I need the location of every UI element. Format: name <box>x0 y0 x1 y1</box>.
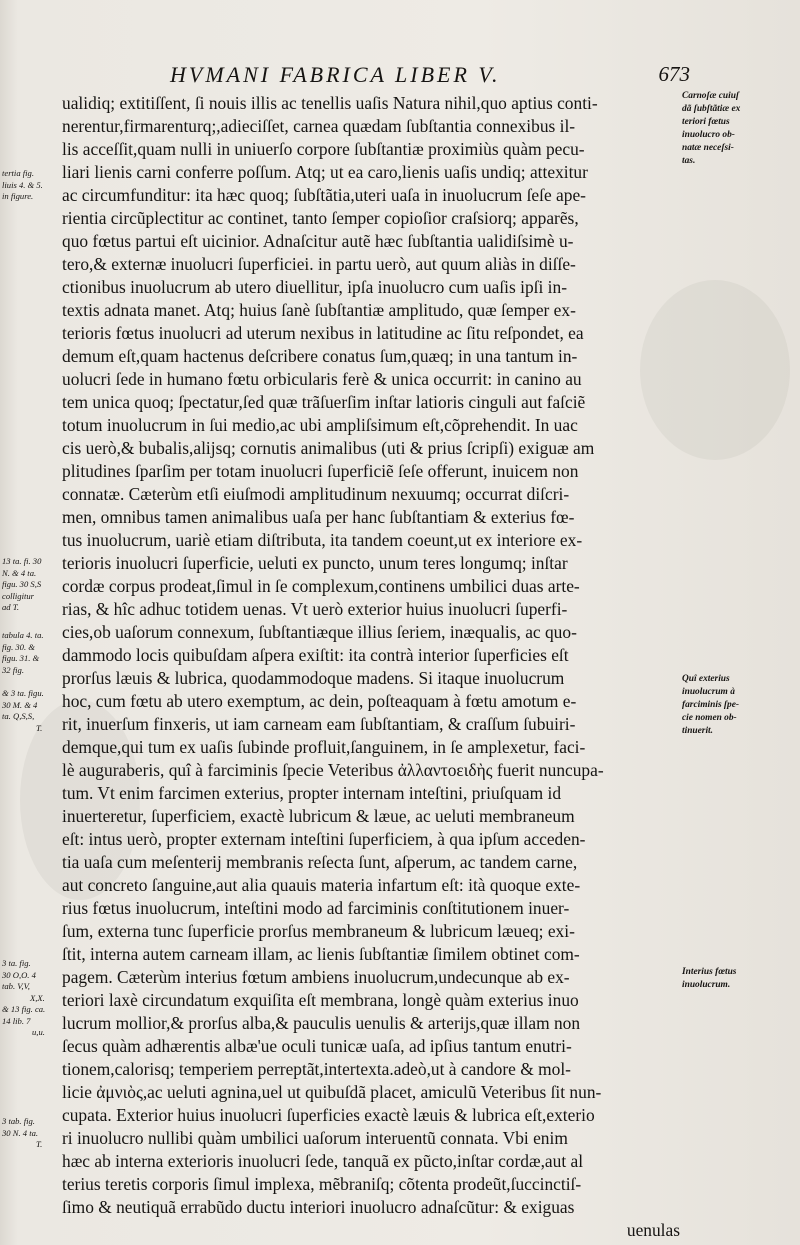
text-line: terioris fœtus inuolucri ad uterum nexibus in latitudine ac ſitu reſpondet, ea <box>62 323 584 343</box>
right-margin-note <box>682 966 794 992</box>
note-line: T. <box>36 1139 43 1149</box>
note-line: 3 ta. fig. <box>2 958 31 968</box>
note-line: 14 lib. 7 <box>2 1015 31 1026</box>
text-line: rias, & hîc adhuc totidem uenas. Vt uerò exterior huius inuolucri ſuperfi- <box>62 599 568 619</box>
left-margin-note <box>2 630 60 676</box>
note-line: 30 M. & 4 <box>2 699 38 710</box>
text-line: terioris inuolucri ſuperficie, ueluti ex puncto, unum teres longumq; inſtar <box>62 553 568 573</box>
note-line: u,u. <box>32 1027 45 1037</box>
text-line: prorſus læuis & lubrica, quodammodoque madens. Si itaque inuolucrum <box>62 668 565 688</box>
note-line: T. <box>36 722 43 733</box>
left-margin-note <box>2 168 60 203</box>
running-head-title: HVMANI FABRICA LIBER V. <box>170 62 501 87</box>
text-line: ſecus quàm adhærentis albæ'ue oculi tunicæ uaſa, ad ipſius tantum enutri- <box>62 1036 572 1056</box>
text-line: tero,& externæ inuolucri ſuperficiei. in partu uerò, aut quum aliàs in diſſe- <box>62 254 576 274</box>
main-text-block <box>62 92 680 1242</box>
text-line: totum inuolucrum in ſui medio,ac ubi ampliſsimum eſt,cõprehendit. In uac <box>62 415 578 435</box>
note-line: tinuerit. <box>682 726 713 736</box>
text-line: lucrum mollior,& prorſus alba,& pauculis uenulis & arterijs,quæ illam non <box>62 1013 581 1033</box>
text-line: rius fœtus inuolucrum, inteſtini modo ad farciminis conſtitutionem inuer- <box>62 898 570 918</box>
text-line: tionem,calorisq; temperiem perreptãt,intertexta.adeò,ut à candore & mol- <box>62 1059 571 1079</box>
note-line: Interius fœtus <box>682 967 737 977</box>
note-line: inuolucrum à <box>682 687 735 697</box>
right-margin-note <box>682 90 794 168</box>
note-line: colligitur <box>2 590 34 601</box>
text-line: aut concreto ſanguine,aut alia quauis materia infartum eſt: ità quoque exte- <box>62 875 581 895</box>
text-line: ualidiq; extitiſſent, ſi nouis illis ac tenellis uaſis Natura nihil,quo aptius conti- <box>62 93 598 113</box>
text-line: rit, inuerſum finxeris, ut iam carneam eam ſubſtantiam, & craſſum ſubuiri- <box>62 714 576 734</box>
text-line: dammodo locis quibuſdam aſpera exiſtit: ita contrà interior ſuperficies eſt <box>62 645 569 665</box>
text-line: ſimo & neutiquã errabũdo ductu interiori inuolucro adnaſcũtur: & exiguas <box>62 1197 575 1217</box>
text-line: tem unica quoq; ſpectatur,ſed quæ trãſuerſim inſtar latioris cinguli aut faſciẽ <box>62 392 586 412</box>
text-line: plitudines ſparſim per totam inuolucri ſuperficiẽ ſeſe offerunt, inuicem non <box>62 461 579 481</box>
text-line: eſt: intus uerò, propter externam inteſtini ſuperficiem, à qua ipſum acceden- <box>62 829 586 849</box>
text-line: ac circumfunditur: ita hæc quoq; ſubſtãtia,uteri uaſa in inuolucrum ſeſe ape- <box>62 185 586 205</box>
note-line: farciminis ſpe- <box>682 700 740 710</box>
text-line: pagem. Cæterùm interius fœtum ambiens inuolucrum,undecunque ab ex- <box>62 967 570 987</box>
text-line: ctionibus inuolucrum ab utero diuellitur, ipſa inuolucro cum uaſis ipſi in- <box>62 277 567 297</box>
text-line: demque,qui tum ex uaſis ſubinde profluit,ſanguinem, in ſe amplexetur, faci- <box>62 737 586 757</box>
text-line: ri inuolucro nullibi quàm umbilici uaſorum interuentũ connata. Vbi enim <box>62 1128 568 1148</box>
text-line: hæc ab interna exterioris inuolucri ſede, tanquã ex pũcto,inſtar cordæ,aut al <box>62 1151 584 1171</box>
page-number: 673 <box>658 62 690 86</box>
text-line: cis uerò,& bubalis,alijsq; cornutis animalibus (uti & prius ſcripſi) exiguæ am <box>62 438 595 458</box>
note-line: tab. V,V, <box>2 981 30 991</box>
text-line: connatæ. Cæterùm etſi eiuſmodi amplitudinum nexuumq; occurrat diſcri- <box>62 484 570 504</box>
text-line: uolucri ſede in humano fœtu orbicularis ferè & unica occurrit: in canino au <box>62 369 582 389</box>
left-margin-note <box>2 556 60 614</box>
note-line: inuolucro ob- <box>682 130 735 140</box>
note-line: 30 O,O. 4 <box>2 969 36 980</box>
text-line: rientia circũplectitur ac continet, tanto ſemper copioſior craſsiorq; apparẽs, <box>62 208 579 228</box>
text-line: inuerteretur, ſuperficiem, exactè lubricum & læue, ac ueluti membraneum <box>62 806 575 826</box>
note-line: ad T. <box>2 602 20 612</box>
note-line: teriori fœtus <box>682 117 730 127</box>
note-line: cie nomen ob- <box>682 713 737 723</box>
note-line: 3 tab. fig. <box>2 1116 35 1126</box>
note-line: ta. Q,S,S, <box>2 711 35 721</box>
note-line: N. & 4 ta. <box>2 567 37 578</box>
text-line: lis acceſſit,quam nulli in uniuerſo corpore ſubſtantiæ proximiùs quàm pecu- <box>62 139 585 159</box>
text-line: hoc, cum fœtu ab utero exemptum, ac dein, poſteaquam à fœtu amotum e- <box>62 691 577 711</box>
note-line: 13 ta. fi. 30 <box>2 556 42 566</box>
note-line: tabula 4. ta. <box>2 630 44 640</box>
text-line: licie ἀμνιὸς,ac ueluti agnina,uel ut quibuſdã placet, amiculũ Veteribus ſit nun- <box>62 1082 602 1102</box>
running-head <box>170 62 690 90</box>
note-line: Carnoſæ cuiuſ <box>682 91 740 101</box>
text-line: liari lienis carni conferre poſſum. Atq; ut ea caro,lienis uaſis undiq; attexitur <box>62 162 588 182</box>
text-line: tia uaſa cum meſenterij membranis reſecta ſunt, aſperum, ac tandem carne, <box>62 852 578 872</box>
text-line: cies,ob uaſorum connexum, ſubſtantiæque illius ſeriem, inæqualis, ac quo- <box>62 622 577 642</box>
note-line: figu. 31. & <box>2 653 40 663</box>
left-margin-note <box>2 958 60 1039</box>
note-line: & 13 fig. ca. <box>2 1004 46 1014</box>
note-line: & 3 ta. figu. <box>2 688 44 698</box>
note-line: natæ neceſsi- <box>682 143 734 153</box>
text-line: teriori laxè circundatum exquiſita eſt membrana, longè quàm exterius inuo <box>62 990 579 1010</box>
note-line: 30 N. 4 ta. <box>2 1127 39 1138</box>
text-line: quo fœtus partui eſt uicinior. Adnaſcitur autẽ hæc ſubſtantia ualidiſsimè u- <box>62 231 574 251</box>
note-line: X,X. <box>30 992 45 1003</box>
note-line: figu. 30 S,S <box>2 579 42 589</box>
left-margin-note <box>2 1116 60 1151</box>
note-line: inuolucrum. <box>682 980 731 990</box>
note-line: tertia fig. <box>2 168 34 178</box>
text-line: ſtit, interna autem carneam illam, ac lienis ſubſtantiæ ſimilem obtinet com- <box>62 944 580 964</box>
note-line: liuis 4. & 5. <box>2 179 43 190</box>
text-line: textis adnata manet. Atq; huius ſanè ſubſtantiæ amplitudo, quæ ſemper ex- <box>62 300 576 320</box>
text-line: cordæ corpus prodeat,ſimul in ſe complexum,continens umbilici duas arte- <box>62 576 580 596</box>
text-line-catchword: uenulas <box>626 1220 680 1240</box>
text-line: terius teretis corporis ſimul implexa, mẽbraniſq; cõtenta prodeũt,ſuccinctiſ- <box>62 1174 582 1194</box>
note-line: Quî exterius <box>682 674 730 684</box>
text-line: cupata. Exterior huius inuolucri ſuperficies exactè læuis & lubrica eſt,exterio <box>62 1105 595 1125</box>
note-line: in figure. <box>2 191 34 201</box>
note-line: tas. <box>682 156 696 166</box>
note-line: fig. 30. & <box>2 641 35 652</box>
note-line: dã ſubſtãtiæ ex <box>682 104 741 114</box>
text-line: nerentur,firmarenturq;,adieciſſet, carnea quædam ſubſtantia connexibus il- <box>62 116 576 136</box>
text-line: ſum, externa tunc ſuperficie prorſus membraneum & lubricum læueq; exi- <box>62 921 575 941</box>
note-line: 32 fig. <box>2 664 24 675</box>
right-margin-note <box>682 673 794 738</box>
text-line: demum eſt,quam hactenus deſcribere conatus ſum,quæq; in una tantum in- <box>62 346 578 366</box>
text-line: men, omnibus tamen animalibus uaſa per hanc ſubſtantiam & exterius fœ- <box>62 507 575 527</box>
text-line: tum. Vt enim farcimen exterius, propter internam inteſtini, priuſquam id <box>62 783 562 803</box>
left-margin-note <box>2 688 60 734</box>
text-line: tus inuolucrum, uariè etiam diſtributa, ita tandem coeunt,ut ex interiore ex- <box>62 530 583 550</box>
text-line: lè auguraberis, quî à farciminis ſpecie Veteribus ἀλλαντοειδὴς fuerit nuncupa- <box>62 760 604 780</box>
